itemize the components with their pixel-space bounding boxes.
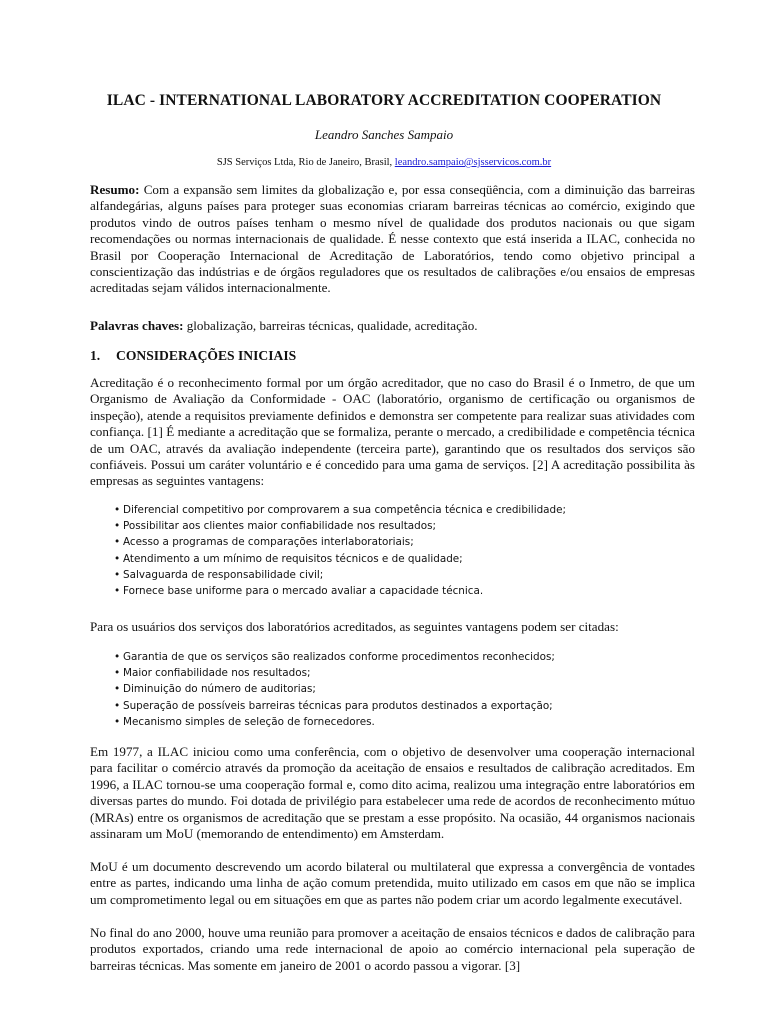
list-item-text: Diminuição do número de auditorias; xyxy=(123,683,316,696)
list-item-text: Atendimento a um mínimo de requisitos técnicos e de qualidade; xyxy=(123,552,463,565)
abstract-text: Com a expansão sem limites da globalização e, por essa conseqüência, com a diminuição das barreiras alfandegárias, alguns países para proteger suas economias criaram barreiras técnicas ao comércio, exigindo que produtos vindo de outros países tenham o mesmo nível de qualidade dos produtos nacionais ou que sigam recomendações ou normas internacionais de qualidade. É nesse contexto que está inserida a ILAC, conhecida no Brasil por Cooperação Internacional de Acreditação de Laboratórios, tendo como objetivo principal a conscientização das indústrias e de órgãos reguladores que os resultados de calibrações e/ou ensaios de empresas acreditadas sejam válidos internacionalmente. xyxy=(90,182,695,296)
list-item: • Superação de possíveis barreiras técnicas para produtos destinados a exportação; xyxy=(114,699,553,712)
list-item: • Atendimento a um mínimo de requisitos técnicos e de qualidade; xyxy=(114,552,463,565)
list-item: • Acesso a programas de comparações interlaboratoriais; xyxy=(114,536,414,549)
section-1-heading xyxy=(90,348,695,364)
list-item: • Salvaguarda de responsabilidade civil; xyxy=(114,568,324,581)
section-number: 1. xyxy=(90,348,101,363)
list-item: • Mecanismo simples de seleção de fornecedores. xyxy=(114,715,375,728)
list-item-text: Maior confiabilidade nos resultados; xyxy=(123,667,311,680)
list-item-text: Diferencial competitivo por comprovarem a sua competência técnica e credibilidade; xyxy=(123,504,567,516)
advantages-list xyxy=(114,502,694,599)
section-1-paragraph-1: Acreditação é o reconhecimento formal por um órgão acreditador, que no caso do Brasil é o Inmetro, de que um Organismo de Avaliação da Conformidade - OAC (laboratório, organismo de certificação ou organismos de inspeção), atende a requisitos previamente definidos e demonstra ser competente para realizar suas atividades com confiança. [1] É mediante a acreditação que se formaliza, perante o mercado, a credibilidade e competência técnica de um OAC, através da avaliação independente (terceira parte), garantindo que os resultados dos serviços são confiáveis. Possui um caráter voluntário e é concedido para uma gama de serviços. [2] A acreditação possibilita às empresas as seguintes vantagens: xyxy=(90,375,695,489)
user-advantages-list xyxy=(114,649,694,730)
abstract-label: Resumo: xyxy=(90,182,140,197)
paper-title: ILAC - INTERNATIONAL LABORATORY ACCREDITATION COOPERATION xyxy=(106,92,662,109)
section-1-paragraph-5: No final do ano 2000, houve uma reunião para promover a aceitação de ensaios técnicos e dados de calibração para produtos exportados, criando uma rede internacional de apoio ao comércio internacional pela superação de barreiras técnicas. Mas somente em janeiro de 2001 o acordo passou a vigorar. [3] xyxy=(90,925,695,973)
author-affiliation xyxy=(0,157,768,168)
list-item: • Diminuição do número de auditorias; xyxy=(114,683,316,696)
list-item-text: Salvaguarda de responsabilidade civil; xyxy=(123,568,324,581)
list-item: • Maior confiabilidade nos resultados; xyxy=(114,667,311,680)
list-item-text: Acesso a programas de comparações interlaboratoriais; xyxy=(123,536,414,549)
author-name: Leandro Sanches Sampaio xyxy=(314,127,454,142)
list-item-text: Mecanismo simples de seleção de fornecedores. xyxy=(123,715,375,728)
list-item-text: Garantia de que os serviços são realizados conforme procedimentos reconhecidos; xyxy=(123,651,555,663)
list-item: • Diferencial competitivo por comprovarem a sua competência técnica e credibilidade; xyxy=(114,504,567,516)
list-item-text: Possibilitar aos clientes maior confiabilidade nos resultados; xyxy=(123,520,437,533)
author-email-link[interactable]: leandro.sampaio@sjsservicos.com.br xyxy=(394,157,552,168)
section-1-paragraph-4: MoU é um documento descrevendo um acordo bilateral ou multilateral que expressa a convergência de vontades entre as partes, indicando uma linha de ação comum pretendida, muito utilizado em casos em que não se implica um comprometimento legal ou em situações em que as partes não podem criar um acordo legalmente executável. xyxy=(90,859,695,907)
list-item-text: Fornece base uniforme para o mercado avaliar a capacidade técnica. xyxy=(123,585,484,598)
affiliation-text: SJS Serviços Ltda, Rio de Janeiro, Brasil, xyxy=(216,157,395,168)
list-item: • Possibilitar aos clientes maior confiabilidade nos resultados; xyxy=(114,520,437,533)
list-item-text: Superação de possíveis barreiras técnicas para produtos destinados a exportação; xyxy=(123,699,553,712)
keywords xyxy=(90,318,695,334)
abstract xyxy=(90,182,695,297)
list-item: • Fornece base uniforme para o mercado avaliar a capacidade técnica. xyxy=(114,585,484,598)
keywords-label: Palavras chaves: xyxy=(90,318,184,333)
section-1-paragraph-3: Em 1977, a ILAC iniciou como uma conferência, com o objetivo de desenvolver uma cooperação internacional para facilitar o comércio através da promoção da aceitação de ensaios e resultados de calibração acreditados. Em 1996, a ILAC tornou-se uma cooperação formal e, como dito acima, realizou uma integração entre laboratórios em diversas partes do mundo. Foi dotada de privilégio para estabelecer uma rede de acordos de reconhecimento mútuo (MRAs) entre os organismos de acreditação que se prestam a esse propósito. Na ocasião, 44 organismos nacionais assinaram um MoU (memorando de entendimento) em Amsterdam. xyxy=(90,744,695,842)
keywords-text: globalização, barreiras técnicas, qualidade, acreditação. xyxy=(183,318,478,333)
list-item: • Garantia de que os serviços são realizados conforme procedimentos reconhecidos; xyxy=(114,651,555,663)
section-1-paragraph-2: Para os usuários dos serviços dos laboratórios acreditados, as seguintes vantagens podem ser citadas: xyxy=(90,619,619,634)
section-title: CONSIDERAÇÕES INICIAIS xyxy=(116,348,297,363)
